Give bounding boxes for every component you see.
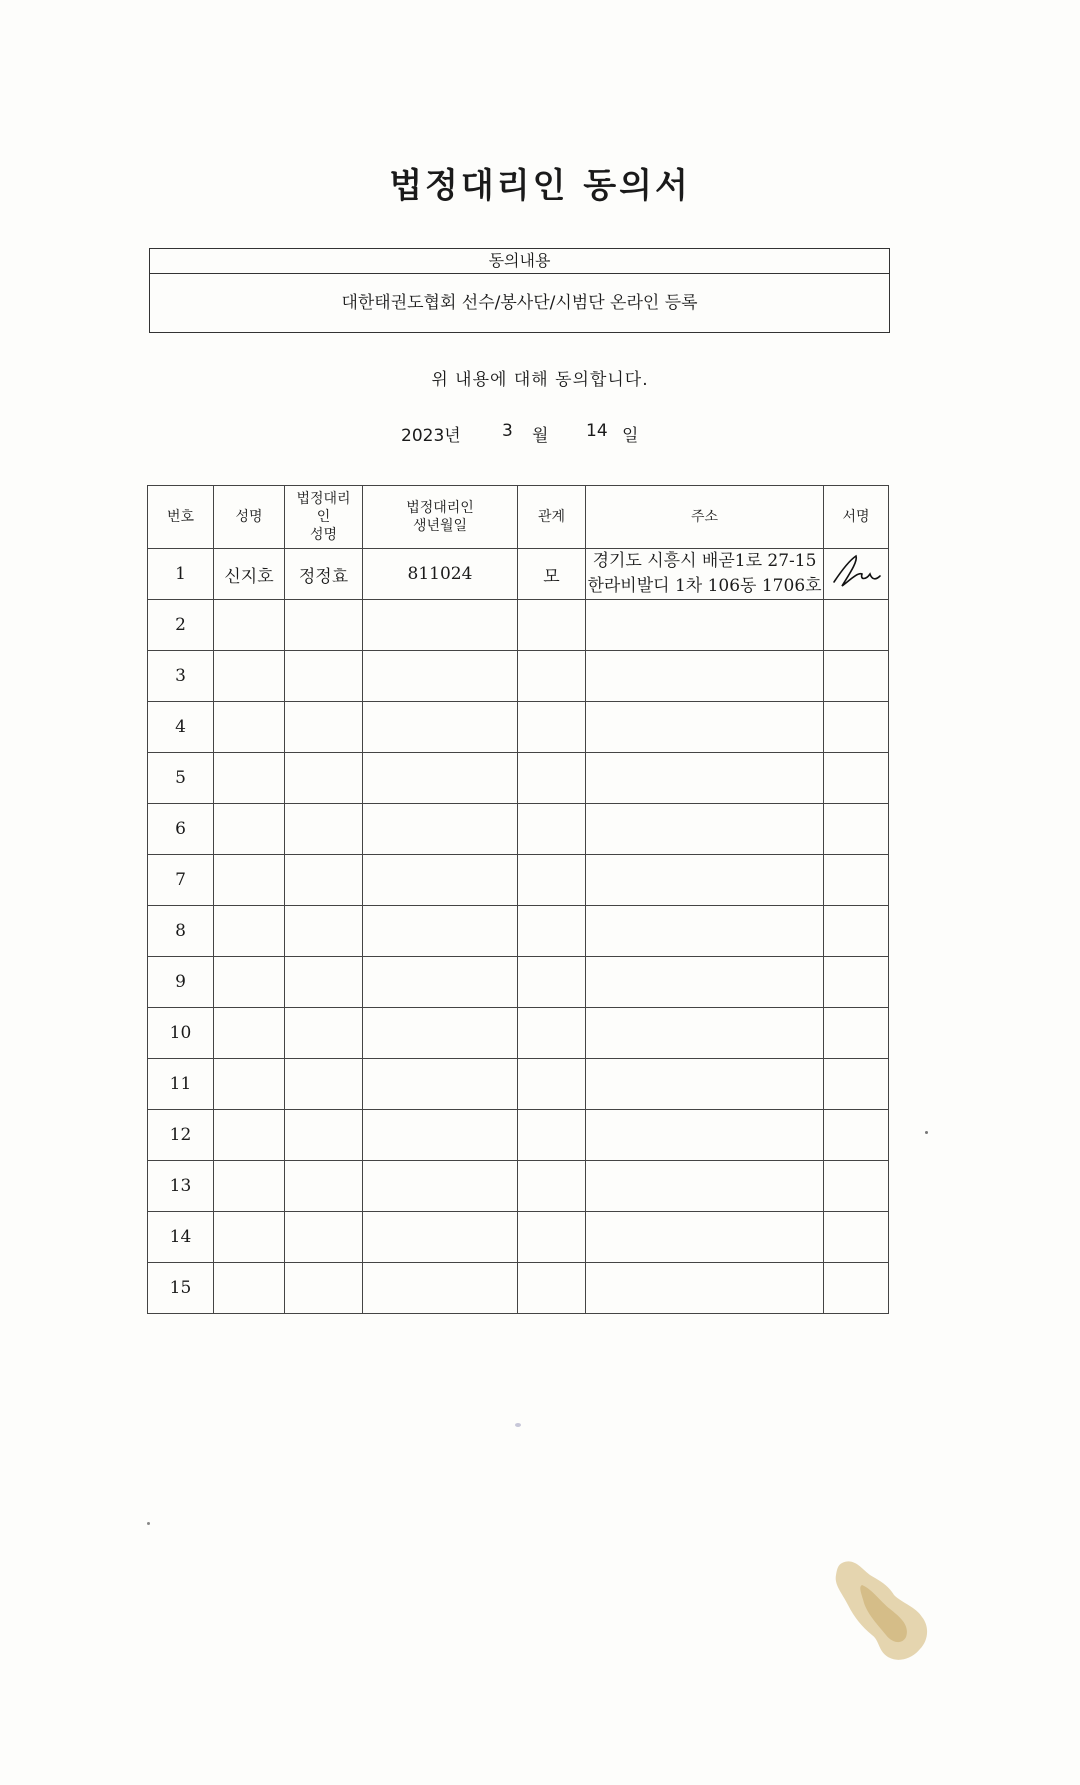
cell-number: 12: [148, 1110, 214, 1161]
table-body: [148, 549, 889, 1314]
header-relation: 관계: [518, 486, 586, 549]
paper-speck: [147, 1522, 150, 1525]
table-row: [148, 651, 889, 702]
cell-guardian-name: [285, 702, 363, 753]
cell-name: [214, 1161, 285, 1212]
cell-number: 5: [148, 753, 214, 804]
cell-guardian-birth: [363, 1059, 518, 1110]
date-month-label: 월: [532, 426, 549, 446]
cell-guardian-birth: [363, 651, 518, 702]
table-row: [148, 1212, 889, 1263]
cell-signature: [824, 804, 889, 855]
header-number: 번호: [148, 486, 214, 549]
cell-address: [586, 855, 824, 906]
cell-guardian-birth: [363, 753, 518, 804]
cell-signature: [824, 1212, 889, 1263]
cell-guardian-birth: [363, 855, 518, 906]
header-signature: 서명: [824, 486, 889, 549]
table-row: [148, 549, 889, 600]
cell-guardian-birth: [363, 1110, 518, 1161]
cell-name: [214, 1008, 285, 1059]
cell-number: 3: [148, 651, 214, 702]
table-header-row: [148, 486, 889, 549]
cell-name: [214, 1212, 285, 1263]
cell-relation: [518, 906, 586, 957]
cell-signature: [824, 1059, 889, 1110]
cell-guardian-name: [285, 1161, 363, 1212]
cell-name: [214, 804, 285, 855]
cell-address: [586, 702, 824, 753]
cell-name: [214, 957, 285, 1008]
cell-guardian-name: [285, 600, 363, 651]
table-row: [148, 957, 889, 1008]
date-year: 2023년: [401, 426, 461, 446]
table-row: [148, 906, 889, 957]
cell-name: [214, 1059, 285, 1110]
cell-guardian-birth: [363, 1263, 518, 1314]
header-guardian-birth: [363, 486, 518, 549]
cell-address: [586, 957, 824, 1008]
header-guardian-birth-line: 법정대리인: [406, 500, 474, 516]
page-title: 법정대리인 동의서: [389, 166, 691, 206]
cell-name: [214, 600, 285, 651]
date-day-label: 일: [622, 426, 639, 446]
cell-guardian-name: 정정효: [285, 549, 363, 600]
cell-guardian-name: [285, 906, 363, 957]
table-row: [148, 753, 889, 804]
cell-guardian-name: [285, 1263, 363, 1314]
cell-signature: [824, 855, 889, 906]
cell-address: [586, 549, 824, 600]
cell-address: [586, 1059, 824, 1110]
header-guardian-name-line: 성명: [309, 527, 338, 543]
cell-address: [586, 1008, 824, 1059]
cell-number: 13: [148, 1161, 214, 1212]
cell-guardian-name: [285, 957, 363, 1008]
guardian-table: [147, 485, 889, 1314]
cell-signature: [824, 957, 889, 1008]
cell-guardian-birth: [363, 906, 518, 957]
cell-signature: [824, 1263, 889, 1314]
cell-number: 9: [148, 957, 214, 1008]
address-line: 경기도 시흥시 배곧1로 27-15: [592, 551, 817, 571]
cell-number: 11: [148, 1059, 214, 1110]
table-row: [148, 600, 889, 651]
cell-guardian-name: [285, 1212, 363, 1263]
cell-relation: [518, 651, 586, 702]
table-row: [148, 1008, 889, 1059]
cell-name: 신지호: [214, 549, 285, 600]
cell-guardian-birth: [363, 1161, 518, 1212]
cell-name: [214, 1263, 285, 1314]
handwritten-signature: [828, 550, 884, 594]
cell-number: 6: [148, 804, 214, 855]
cell-number: 2: [148, 600, 214, 651]
cell-relation: [518, 753, 586, 804]
table-row: [148, 855, 889, 906]
cell-guardian-name: [285, 1110, 363, 1161]
paper-speck: [515, 1423, 521, 1427]
cell-name: [214, 1110, 285, 1161]
cell-address: [586, 906, 824, 957]
cell-name: [214, 906, 285, 957]
date-month-number: 3: [502, 421, 513, 441]
cell-address: [586, 1161, 824, 1212]
date-day-number: 14: [586, 421, 608, 441]
cell-address: [586, 1263, 824, 1314]
cell-signature: [824, 702, 889, 753]
table-row: [148, 702, 889, 753]
cell-relation: [518, 702, 586, 753]
cell-relation: [518, 1110, 586, 1161]
cell-relation: [518, 957, 586, 1008]
header-guardian-name: [285, 486, 363, 549]
cell-address: [586, 753, 824, 804]
agree-statement: 위 내용에 대해 동의합니다.: [431, 370, 649, 390]
consent-header: 동의내용: [150, 249, 889, 274]
cell-number: 1: [148, 549, 214, 600]
cell-address: [586, 1212, 824, 1263]
cell-relation: [518, 1263, 586, 1314]
header-guardian-birth-line: 생년월일: [412, 518, 468, 534]
table-row: [148, 1059, 889, 1110]
cell-guardian-birth: [363, 702, 518, 753]
cell-relation: [518, 855, 586, 906]
cell-signature: [824, 1110, 889, 1161]
cell-number: 8: [148, 906, 214, 957]
cell-guardian-birth: [363, 804, 518, 855]
cell-guardian-birth: [363, 1212, 518, 1263]
cell-guardian-name: [285, 651, 363, 702]
cell-guardian-name: [285, 855, 363, 906]
cell-signature: [824, 1008, 889, 1059]
cell-address: [586, 600, 824, 651]
cell-address: [586, 804, 824, 855]
date-line: [0, 421, 1080, 445]
cell-signature: [824, 549, 889, 600]
cell-signature: [824, 600, 889, 651]
cell-guardian-name: [285, 1059, 363, 1110]
table-row: [148, 804, 889, 855]
cell-relation: [518, 1212, 586, 1263]
cell-guardian-birth: [363, 957, 518, 1008]
header-guardian-name-line: 법정대리: [296, 491, 351, 507]
cell-address: [586, 1110, 824, 1161]
cell-number: 15: [148, 1263, 214, 1314]
header-name: 성명: [214, 486, 285, 549]
paper-stain: [832, 1555, 934, 1665]
cell-address: [586, 651, 824, 702]
cell-name: [214, 651, 285, 702]
header-address: 주소: [586, 486, 824, 549]
cell-name: [214, 702, 285, 753]
consent-body: 대한태권도협회 선수/봉사단/시범단 온라인 등록: [341, 293, 698, 313]
cell-guardian-name: [285, 804, 363, 855]
cell-number: 4: [148, 702, 214, 753]
cell-relation: [518, 1008, 586, 1059]
address-line: 한라비발디 1차 106동 1706호: [587, 576, 822, 596]
cell-relation: [518, 600, 586, 651]
cell-relation: 모: [518, 549, 586, 600]
cell-relation: [518, 1161, 586, 1212]
table-row: [148, 1110, 889, 1161]
cell-signature: [824, 651, 889, 702]
cell-relation: [518, 804, 586, 855]
cell-guardian-birth: [363, 1008, 518, 1059]
cell-name: [214, 855, 285, 906]
table-row: [148, 1263, 889, 1314]
cell-signature: [824, 753, 889, 804]
header-guardian-name-line: 인: [316, 509, 331, 525]
cell-name: [214, 753, 285, 804]
cell-guardian-name: [285, 1008, 363, 1059]
cell-guardian-birth: 811024: [363, 549, 518, 600]
table-row: [148, 1161, 889, 1212]
consent-box: [149, 248, 890, 333]
cell-guardian-birth: [363, 600, 518, 651]
cell-number: 7: [148, 855, 214, 906]
cell-relation: [518, 1059, 586, 1110]
cell-number: 10: [148, 1008, 214, 1059]
paper-speck: [925, 1131, 928, 1134]
cell-signature: [824, 906, 889, 957]
cell-signature: [824, 1161, 889, 1212]
cell-guardian-name: [285, 753, 363, 804]
cell-number: 14: [148, 1212, 214, 1263]
